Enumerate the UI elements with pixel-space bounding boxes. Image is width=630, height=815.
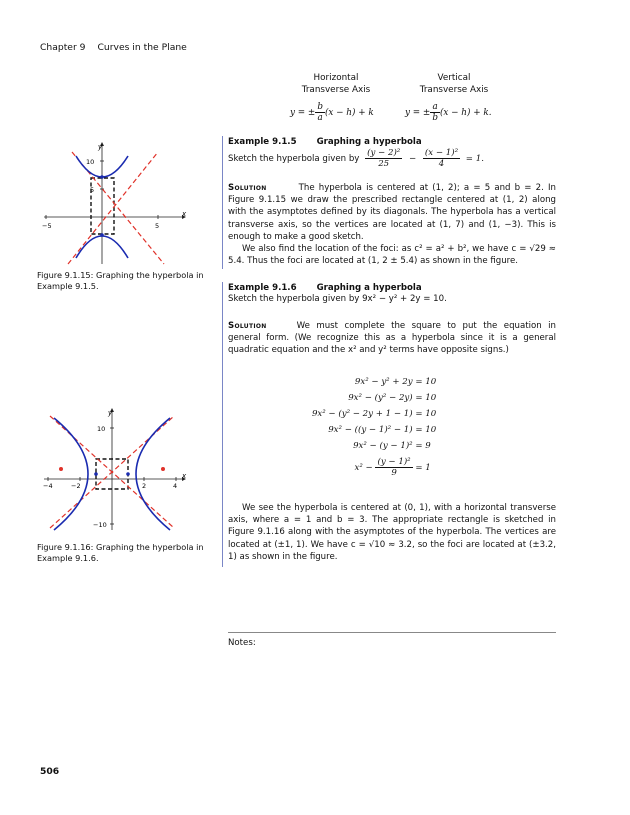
- figure-9-1-16-caption: Figure 9.1.16: Graphing the hyperbola in Example 9.1.6.: [37, 542, 204, 563]
- y-axis-label: y: [98, 143, 103, 151]
- vertex-point: [126, 472, 130, 476]
- equation-step: 9x² − (y² − 2y + 1 − 1) = 10: [311, 409, 437, 419]
- example-2-solution-intro: Solution We must complete the square to put the equation in general form. (We recognize this as a hyperbola since it is a general quadratic equation and the x² and y² terms have opposite signs.): [228, 321, 556, 356]
- example-2-heading: Example 9.1.6 Graphing a hyperbola: [228, 283, 422, 293]
- tick-label: 2: [142, 482, 147, 490]
- example-2-prompt: Sketch the hyperbola given by 9x² − y² + 2y = 10.: [228, 294, 447, 304]
- x-axis-label: x: [182, 210, 187, 218]
- asymptote: [68, 152, 158, 264]
- focus-point: [59, 467, 63, 471]
- example-accent-line: [222, 282, 223, 567]
- equation-step: x² − $\frac{\text{(y − 1)²}}{9}$ = 1: [354, 457, 431, 478]
- example-1-solution: Solution The hyperbola is centered at (1, 2); a = 5 and b = 2. In Figure 9.1.15 we draw the prescribed rectangle centered at (1, 2) along with the asymptotes defined by its diagonals. The hyperbola has a vertical transverse axis, so the vertices are located at (1, 7) and (1, −3). This is enough to make a good sketch. We also find the location of the foci: as c² = a² + b², we have c = √29 ≈ 5.4. Thus the foci are located at (1, 2 ± 5.4) as shown in the figure.: [228, 183, 556, 267]
- solution-label: Solution: [228, 183, 267, 193]
- tick-label: −5: [42, 222, 52, 230]
- equation-step: 9x² − ((y − 1)² − 1) = 10: [328, 425, 437, 435]
- vertex-point: [94, 472, 98, 476]
- example-1-prompt: Sketch the hyperbola given by $\frac{\text{(y − 2)²}}{25}$ − $\frac{\text{(x − 1)²}}{4}$ = 1.: [228, 148, 484, 169]
- example-accent-line: [222, 136, 223, 269]
- tick-label: 10: [97, 425, 106, 433]
- running-header: [40, 42, 187, 53]
- hyperbola-left-branch: [54, 418, 88, 530]
- solution-label: Solution: [228, 321, 267, 331]
- figure-9-1-16-graph: [38, 406, 188, 532]
- tick-label: 4: [173, 482, 178, 490]
- chapter-label: Chapter 9: [40, 42, 86, 53]
- figure-9-1-15-caption: Figure 9.1.15: Graphing the hyperbola in Example 9.1.5.: [37, 270, 204, 291]
- notes-divider: [228, 632, 556, 633]
- vertex-point: [100, 233, 104, 237]
- equation-step: 9x² − (y² − 2y) = 10: [348, 393, 437, 403]
- tick-label: 5: [155, 222, 160, 230]
- tick-label: −4: [43, 482, 53, 490]
- equation-step: 9x² − (y − 1)² = 9: [353, 441, 431, 451]
- x-axis-label: x: [182, 472, 187, 480]
- y-axis-label: y: [108, 409, 113, 417]
- example-1-heading: Example 9.1.5 Graphing a hyperbola: [228, 137, 422, 147]
- tick-label: −10: [93, 521, 107, 529]
- vertex-point: [100, 175, 104, 179]
- horizontal-asymptote-equation: y = ± $\frac{b}{a}$ (x − h) + k: [290, 102, 374, 123]
- guide-rectangle: [91, 178, 114, 234]
- example-2-solution-conclusion: We see the hyperbola is centered at (0, 1), with a horizontal transverse axis, where a = 1 and b = 3. The appropriate rectangle is sketched in Figure 9.1.16 along with the asymptotes of the hyperbola. The vertices are located at (±1, 1). We have c = √10 ≈ 3.2, so the foci are located at (±3.2, 1) as shown in the figure.: [228, 503, 556, 562]
- page-number: 506: [40, 766, 60, 777]
- tick-label: −2: [71, 482, 81, 490]
- equation-step: 9x² − y² + 2y = 10: [354, 377, 437, 387]
- vertical-heading: Vertical Transverse Axis: [419, 73, 489, 95]
- tick-label: 5: [90, 186, 95, 194]
- horizontal-heading: Horizontal Transverse Axis: [301, 73, 371, 95]
- vertical-asymptote-equation: y = ± $\frac{a}{b}$ (x − h) + k.: [405, 102, 492, 123]
- tick-label: 10: [86, 158, 95, 166]
- section-title: Curves in the Plane: [97, 42, 187, 53]
- notes-label: Notes:: [228, 638, 256, 648]
- hyperbola-right-branch: [136, 418, 170, 530]
- figure-9-1-15-graph: [38, 140, 188, 266]
- focus-point: [161, 467, 165, 471]
